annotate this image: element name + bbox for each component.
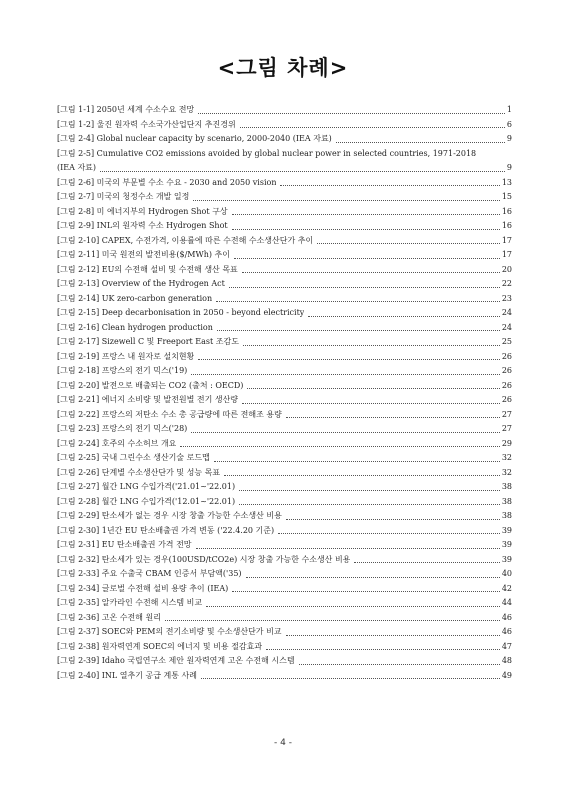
- toc-entry[interactable]: [57, 640, 512, 655]
- dot-leader: [242, 272, 500, 273]
- page-title: <그림 차례>: [217, 56, 349, 80]
- toc-entry-label: [그림 2-16] Clean hydrogen production: [57, 322, 213, 332]
- dot-leader: [240, 127, 505, 128]
- dot-leader: [232, 229, 500, 230]
- toc-entry-page: 38: [501, 496, 512, 506]
- toc-entry-page: 17: [501, 250, 512, 259]
- dot-leader: [247, 388, 499, 389]
- toc-entry[interactable]: [57, 161, 512, 176]
- toc-entry-page: 23: [501, 293, 512, 303]
- toc-entry[interactable]: [57, 524, 512, 539]
- toc-entry-page: 6: [506, 119, 512, 129]
- toc-entry-page: 49: [501, 670, 512, 680]
- toc-entry[interactable]: [57, 596, 512, 611]
- toc-entry-page: 38: [501, 482, 512, 491]
- toc-entry-label: [그림 2-24] 호주의 수소허브 개요: [57, 438, 177, 448]
- dot-leader: [242, 403, 500, 404]
- dot-leader: [214, 461, 500, 462]
- toc-entry-label: [그림 2-17] Sizewell C 및 Freeport East 조감도: [57, 337, 239, 346]
- toc-entry-label: (IEA 자료): [57, 163, 97, 172]
- dot-leader: [308, 316, 499, 317]
- toc-entry[interactable]: [57, 205, 512, 220]
- toc-entry-page: 44: [501, 598, 512, 607]
- dot-leader: [193, 200, 500, 201]
- dot-leader: [217, 330, 500, 331]
- toc-entry-page: 42: [501, 583, 512, 593]
- dot-leader: [198, 359, 499, 360]
- toc-entry[interactable]: [57, 219, 512, 234]
- toc-entry-label: [그림 2-7] 미국의 청정수소 개발 일정: [57, 192, 190, 201]
- toc-entry[interactable]: [57, 509, 512, 524]
- toc-entry-label: [그림 2-20] 발전으로 배출되는 CO2 (출처 : OECD): [57, 380, 244, 390]
- toc-entry-page: 9: [506, 163, 512, 172]
- toc-entry-label: [그림 2-28] 월간 LNG 수입가격('12.01~'22.01): [57, 496, 236, 506]
- toc-entry-page: 24: [501, 308, 512, 317]
- toc-entry[interactable]: [57, 466, 512, 481]
- toc-entry[interactable]: [57, 408, 512, 423]
- toc-entry-label: [그림 2-30] 1년간 EU 탄소배출권 가격 변동 ('22.4.20 기준): [57, 525, 275, 535]
- toc-entry-label: [그림 2-33] 주요 수출국 CBAM 인증서 부담액('35): [57, 569, 242, 578]
- toc-entry-page: 39: [501, 525, 512, 535]
- toc-entry[interactable]: [57, 654, 512, 669]
- toc-entry-page: 26: [501, 380, 512, 390]
- toc-entry-label: [그림 2-10] CAPEX, 수전가격, 이용률에 따른 수전해 수소생산단가 추이: [57, 235, 314, 245]
- dot-leader: [286, 417, 500, 418]
- toc-entry-page: 48: [501, 656, 512, 665]
- toc-entry-label: [그림 2-34] 글로벌 수전해 설비 용량 추이 (IEA): [57, 583, 229, 593]
- toc-entry[interactable]: [57, 480, 512, 495]
- toc-entry[interactable]: [57, 567, 512, 582]
- dot-leader: [286, 519, 500, 520]
- toc-entry-label: [그림 2-26] 단계별 수소생산단가 및 성능 목표: [57, 467, 221, 477]
- toc-entry[interactable]: [57, 364, 512, 379]
- dot-leader: [266, 649, 500, 650]
- toc-entry[interactable]: [57, 132, 512, 147]
- toc-entry-label: [그림 2-35] 알카라인 수전해 시스템 비교: [57, 598, 203, 607]
- dot-leader: [239, 490, 500, 491]
- dot-leader: [336, 142, 505, 143]
- dot-leader: [299, 664, 500, 665]
- toc-entry-page: 46: [501, 612, 512, 622]
- toc-entry-page: 26: [501, 351, 512, 361]
- toc-entry-label: [그림 2-36] 고온 수전해 원리: [57, 612, 161, 622]
- toc-entry[interactable]: [57, 422, 512, 437]
- dot-leader: [246, 577, 500, 578]
- toc-entry[interactable]: [57, 118, 512, 133]
- toc-entry[interactable]: [57, 190, 512, 205]
- toc-entry-label: [그림 2-6] 미국의 부문별 수소 수요 - 2030 and 2050 vision: [57, 177, 277, 187]
- dot-leader: [165, 620, 500, 621]
- toc-entry-label: [그림 2-9] INL의 원자력 수소 Hydrogen Shot: [57, 221, 228, 230]
- dot-leader: [280, 185, 499, 186]
- toc-entry-label: [그림 2-37] SOEC와 PEM의 전기소비량 및 수소생산단가 비교: [57, 627, 282, 636]
- dot-leader: [232, 591, 500, 592]
- toc-entry[interactable]: [57, 292, 512, 307]
- toc-entry-label: [그림 2-23] 프랑스의 전기 믹스('28): [57, 424, 188, 433]
- dot-leader: [239, 504, 500, 505]
- dot-leader: [191, 374, 500, 375]
- toc-entry[interactable]: [57, 335, 512, 350]
- dot-leader: [278, 533, 500, 534]
- dot-leader: [100, 171, 505, 172]
- toc-entry-label: [그림 2-22] 프랑스의 저탄소 수소 총 공급량에 따른 전해조 용량: [57, 409, 282, 419]
- toc-entry-label: [그림 2-21] 에너지 소비량 및 발전원별 전기 생산량: [57, 395, 239, 404]
- toc-entry-label: [그림 2-19] 프랑스 내 원자로 설치현황: [57, 351, 195, 361]
- toc-entry-page: 25: [501, 337, 512, 346]
- toc-entry[interactable]: [57, 234, 512, 249]
- toc-entry-label: [그림 1-1] 2050년 세계 수소수요 전망: [57, 105, 195, 114]
- toc-entry-page: 26: [501, 366, 512, 375]
- dot-leader: [286, 635, 500, 636]
- toc-entry-label: [그림 2-18] 프랑스의 전기 믹스('19): [57, 366, 188, 375]
- toc-entry[interactable]: [57, 379, 512, 394]
- figure-list: [57, 103, 512, 683]
- dot-leader: [201, 678, 500, 679]
- toc-entry[interactable]: [57, 147, 512, 162]
- toc-entry[interactable]: [57, 176, 512, 191]
- toc-entry-page: 24: [501, 322, 512, 332]
- toc-entry[interactable]: [57, 321, 512, 336]
- toc-entry[interactable]: [57, 582, 512, 597]
- dot-leader: [317, 243, 500, 244]
- dot-leader: [180, 446, 499, 447]
- dot-leader: [224, 475, 500, 476]
- toc-entry-page: 32: [501, 453, 512, 462]
- toc-entry[interactable]: [57, 451, 512, 466]
- toc-entry-label: [그림 2-4] Global nuclear capacity by scenario, 2000-2040 (IEA 자료): [57, 134, 332, 143]
- dot-leader: [196, 548, 500, 549]
- toc-entry-page: 39: [501, 540, 512, 549]
- toc-entry-page: 46: [501, 627, 512, 636]
- toc-entry-page: 29: [501, 438, 512, 448]
- toc-entry-page: 39: [501, 554, 512, 564]
- toc-entry[interactable]: [57, 495, 512, 510]
- toc-entry[interactable]: [57, 625, 512, 640]
- toc-entry-page: 20: [501, 264, 512, 274]
- toc-entry-label: [그림 2-38] 원자력연계 SOEC의 에너지 및 비용 절감효과: [57, 641, 263, 651]
- toc-entry-label: [그림 2-39] Idaho 국립연구소 제안 원자력연계 고온 수전해 시스템: [57, 656, 295, 665]
- toc-entry-label: [그림 1-2] 울진 원자력 수소국가산업단지 추진경위: [57, 119, 236, 129]
- toc-entry-page: 47: [501, 641, 512, 651]
- toc-entry-label: [그림 2-40] INL 열추기 공급 계통 사례: [57, 670, 197, 680]
- dot-leader: [232, 214, 500, 215]
- toc-entry[interactable]: [57, 437, 512, 452]
- toc-entry[interactable]: [57, 350, 512, 365]
- toc-entry-label: [그림 2-8] 미 에너지부의 Hydrogen Shot 구상: [57, 206, 228, 216]
- toc-entry-page: 22: [501, 279, 512, 288]
- dot-leader: [243, 345, 500, 346]
- toc-entry-label: [그림 2-14] UK zero-carbon generation: [57, 293, 213, 303]
- toc-entry[interactable]: [57, 277, 512, 292]
- dot-leader: [354, 562, 499, 563]
- dot-leader: [216, 301, 500, 302]
- toc-entry[interactable]: [57, 538, 512, 553]
- dot-leader: [229, 287, 500, 288]
- dot-leader: [206, 606, 500, 607]
- toc-entry-page: 27: [501, 424, 512, 433]
- toc-entry[interactable]: [57, 263, 512, 278]
- toc-entry-page: 40: [501, 569, 512, 578]
- toc-entry[interactable]: [57, 553, 512, 568]
- toc-entry-label: [그림 2-15] Deep decarbonisation in 2050 - beyond electricity: [57, 308, 305, 317]
- dot-leader: [198, 113, 505, 114]
- toc-entry-label: [그림 2-5] Cumulative CO2 emissions avoided by global nuclear power in selected countries, 1971-2018: [57, 148, 477, 158]
- toc-entry-label: [그림 2-32] 탄소세가 있는 경우(100USD/tCO2e) 시장 창출 가능한 수소생산 비용: [57, 554, 351, 564]
- toc-entry[interactable]: [57, 103, 512, 118]
- toc-entry-label: [그림 2-31] EU 탄소배출권 가격 전망: [57, 540, 192, 549]
- toc-entry-label: [그림 2-11] 미국 원전의 발전비용($/MWh) 추이: [57, 250, 230, 259]
- toc-entry-label: [그림 2-13] Overview of the Hydrogen Act: [57, 279, 225, 288]
- toc-entry[interactable]: [57, 248, 512, 263]
- toc-entry-page: 15: [501, 192, 512, 201]
- dot-leader: [234, 258, 500, 259]
- toc-entry-page: 13: [501, 177, 512, 187]
- toc-entry-page: 17: [501, 235, 512, 245]
- page-number: - 4 -: [274, 738, 292, 748]
- toc-entry-page: 9: [506, 134, 512, 143]
- toc-entry-page: 27: [501, 409, 512, 419]
- toc-entry-label: [그림 2-12] EU의 수전해 설비 및 수전해 생산 목표: [57, 264, 238, 274]
- toc-entry-page: 26: [501, 395, 512, 404]
- toc-entry-page: 38: [501, 511, 512, 520]
- toc-entry[interactable]: [57, 611, 512, 626]
- toc-entry[interactable]: [57, 669, 512, 684]
- toc-entry-page: 16: [501, 221, 512, 230]
- toc-entry-label: [그림 2-27] 월간 LNG 수입가격('21.01~'22.01): [57, 482, 236, 491]
- toc-entry-page: 16: [501, 206, 512, 216]
- toc-entry-label: [그림 2-29] 탄소세가 없는 경우 시장 창출 가능한 수소생산 비용: [57, 511, 282, 520]
- toc-entry-label: [그림 2-25] 국내 그린수소 생산기술 로드맵: [57, 453, 210, 462]
- dot-leader: [191, 432, 500, 433]
- toc-entry-page: 32: [501, 467, 512, 477]
- toc-entry[interactable]: [57, 306, 512, 321]
- toc-entry-page: 1: [506, 105, 512, 114]
- toc-entry[interactable]: [57, 393, 512, 408]
